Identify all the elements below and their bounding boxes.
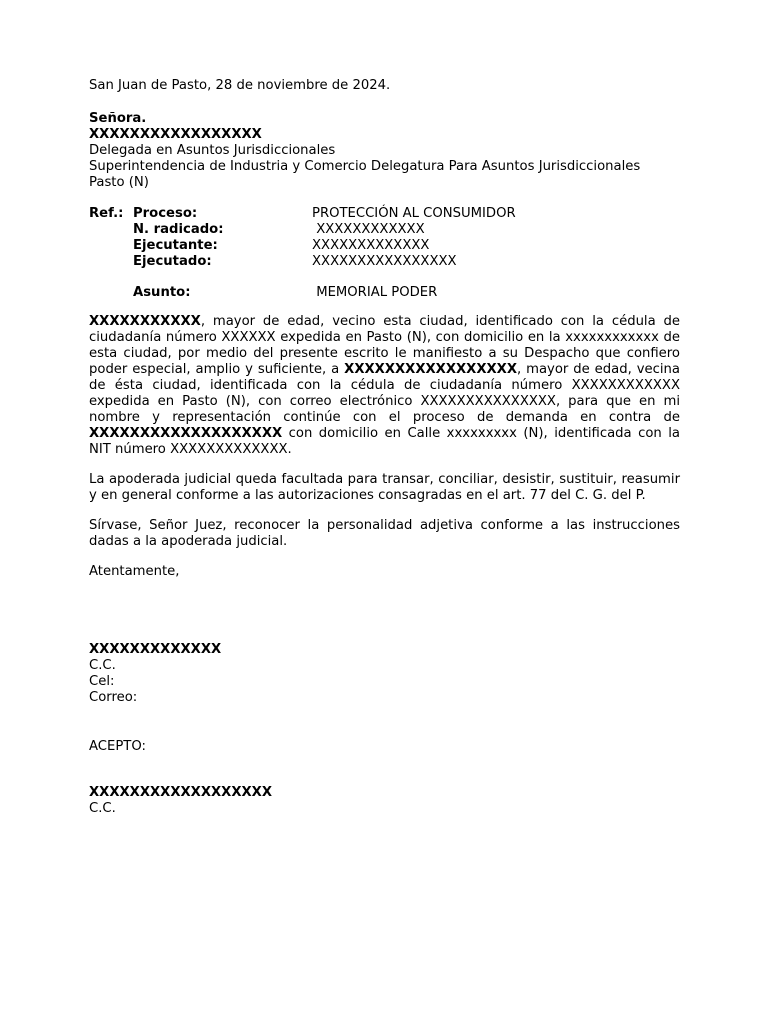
signer-cel: Cel: bbox=[89, 674, 115, 689]
ref-row-proceso bbox=[89, 206, 680, 222]
closing: Atentamente, bbox=[89, 564, 180, 579]
ref-label: Ref.: bbox=[89, 206, 124, 221]
acceptor-name: XXXXXXXXXXXXXXXXXX bbox=[89, 785, 273, 800]
recipient-salutation: Señora. bbox=[89, 111, 147, 126]
defendant-name: XXXXXXXXXXXXXXXXXXX bbox=[89, 426, 283, 441]
recipient-name: XXXXXXXXXXXXXXXXX bbox=[89, 127, 262, 142]
ref-row-label: Proceso: bbox=[133, 206, 198, 221]
body-paragraph-1: XXXXXXXXXXX, mayor de edad, vecino esta ciudad, identificado con la cédula de ciudadanía número XXXXXX expedida en Pasto (N), con domicilio en la xxxxxxxxxxxx de esta ciudad, por medio del presente escrito le manifiesto a su Despacho que confiero poder especial, amplio y suficiente, a XXXXXXXXXXXXXXXXX, mayor de edad, vecina de ésta ciudad, identificada con la cédula de ciudadanía número XXXXXXXXXXXX expedida en Pasto (N), con correo electrónico XXXXXXXXXXXXXXX, para que en mi nombre y representación continúe con el proceso de demanda en contra de XXXXXXXXXXXXXXXXXXX con domicilio en Calle xxxxxxxxx (N), identificada con la NIT número XXXXXXXXXXXXX. bbox=[89, 314, 680, 457]
acceptance-signature bbox=[89, 785, 680, 817]
ref-row-label: Ejecutante: bbox=[133, 238, 218, 253]
grantor-name: XXXXXXXXXXX bbox=[89, 314, 201, 329]
signer-cc: C.C. bbox=[89, 658, 116, 673]
ref-row-value: XXXXXXXXXXXXX bbox=[312, 238, 430, 253]
ref-row-value: PROTECCIÓN AL CONSUMIDOR bbox=[312, 206, 516, 221]
ref-row-ejecutante bbox=[89, 238, 680, 254]
asunto-label: Asunto: bbox=[133, 285, 191, 300]
ref-row-asunto bbox=[89, 285, 680, 301]
signer-name: XXXXXXXXXXXXX bbox=[89, 642, 222, 657]
acceptance-label: ACEPTO: bbox=[89, 739, 146, 754]
body-paragraph-2: La apoderada judicial queda facultada para transar, conciliar, desistir, sustituir, reasumir y en general conforme a las autorizaciones consagradas en el art. 77 del C. G. del P. bbox=[89, 472, 680, 503]
ref-row-label: Ejecutado: bbox=[133, 254, 212, 269]
reference-block bbox=[89, 206, 680, 301]
ref-row-value: XXXXXXXXXXXX bbox=[312, 222, 425, 237]
ref-row-value: XXXXXXXXXXXXXXXX bbox=[312, 254, 457, 269]
ref-row-label: N. radicado: bbox=[133, 222, 224, 237]
ref-row-ejecutado bbox=[89, 254, 680, 270]
recipient-city: Pasto (N) bbox=[89, 175, 149, 190]
attorney-name: XXXXXXXXXXXXXXXXX bbox=[344, 362, 518, 377]
signature-block bbox=[89, 642, 680, 706]
signer-email: Correo: bbox=[89, 690, 138, 705]
recipient-entity: Superintendencia de Industria y Comercio Delegatura Para Asuntos Jurisdiccionales bbox=[89, 159, 641, 174]
body-paragraph-3: Sírvase, Señor Juez, reconocer la personalidad adjetiva conforme a las instrucciones dadas a la apoderada judicial. bbox=[89, 518, 680, 549]
ref-row-radicado bbox=[89, 222, 680, 238]
place-date: San Juan de Pasto, 28 de noviembre de 2024. bbox=[89, 78, 391, 93]
acceptor-cc: C.C. bbox=[89, 801, 116, 816]
recipient-block bbox=[89, 111, 680, 191]
recipient-role: Delegada en Asuntos Jurisdiccionales bbox=[89, 143, 336, 158]
letter-page bbox=[89, 78, 680, 817]
asunto-value: MEMORIAL PODER bbox=[312, 285, 438, 300]
